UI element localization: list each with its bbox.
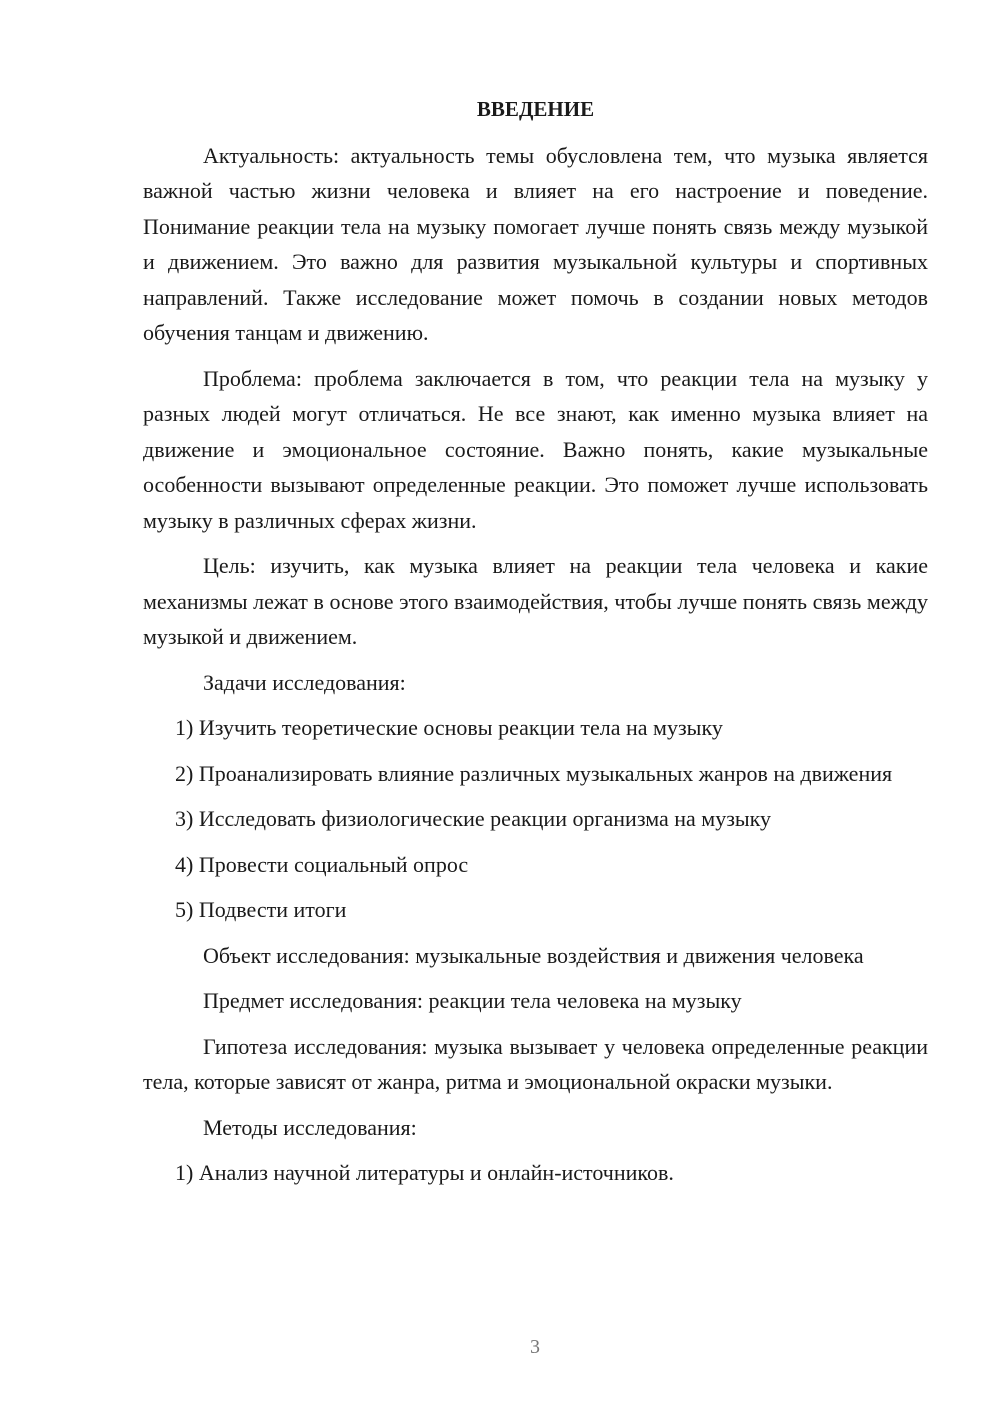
method-item-1: 1) Анализ научной литературы и онлайн-источников. xyxy=(175,1160,674,1185)
tasks-heading: Задачи исследования: xyxy=(203,669,406,695)
goal-paragraph: Цель: изучить, как музыка влияет на реакции тела человека и какие механизмы лежат в основе этого взаимодействия, чтобы лучше понять связь между музыкой и движением. xyxy=(143,553,928,649)
problem-paragraph: Проблема: проблема заключается в том, что реакции тела на музыку у разных людей могут отличаться. Не все знают, как именно музыка влияет на движение и эмоциональное состояние. Важно понять, какие музыкальные особенности вызывают определенные реакции. Это поможет лучше использовать музыку в различных сферах жизни. xyxy=(143,365,928,533)
task-item-4: 4) Провести социальный опрос xyxy=(175,851,469,877)
page-title: ВВЕДЕНИЕ xyxy=(476,97,595,121)
subject-paragraph: Предмет исследования: реакции тела человека на музыку xyxy=(203,988,742,1013)
hypothesis-paragraph: Гипотеза исследования: музыка вызывает у человека определенные реакции тела, которые зависят от жанра, ритма и эмоциональной окраски музыки. xyxy=(143,1033,928,1094)
page-number: 3 xyxy=(530,1336,540,1358)
task-item-1: 1) Изучить теоретические основы реакции тела на музыку xyxy=(175,715,723,740)
task-item-2: 2) Проанализировать влияние различных музыкальных жанров на движения xyxy=(175,760,893,786)
task-item-3: 3) Исследовать физиологические реакции организма на музыку xyxy=(175,806,772,831)
relevance-paragraph: Актуальность: актуальность темы обусловлена тем, что музыка является важной частью жизни человека и влияет на его настроение и поведение. Понимание реакции тела на музыку помогает лучше понять связь между музыкой и движением. Это важно для развития музыкальной культуры и спортивных направлений. Также исследование может помочь в создании новых методов обучения танцам и движению. xyxy=(143,142,928,345)
document-page xyxy=(143,92,928,1201)
task-item-5: 5) Подвести итоги xyxy=(175,897,347,922)
object-paragraph: Объект исследования: музыкальные воздействия и движения человека xyxy=(203,942,864,968)
methods-heading: Методы исследования: xyxy=(203,1114,417,1140)
